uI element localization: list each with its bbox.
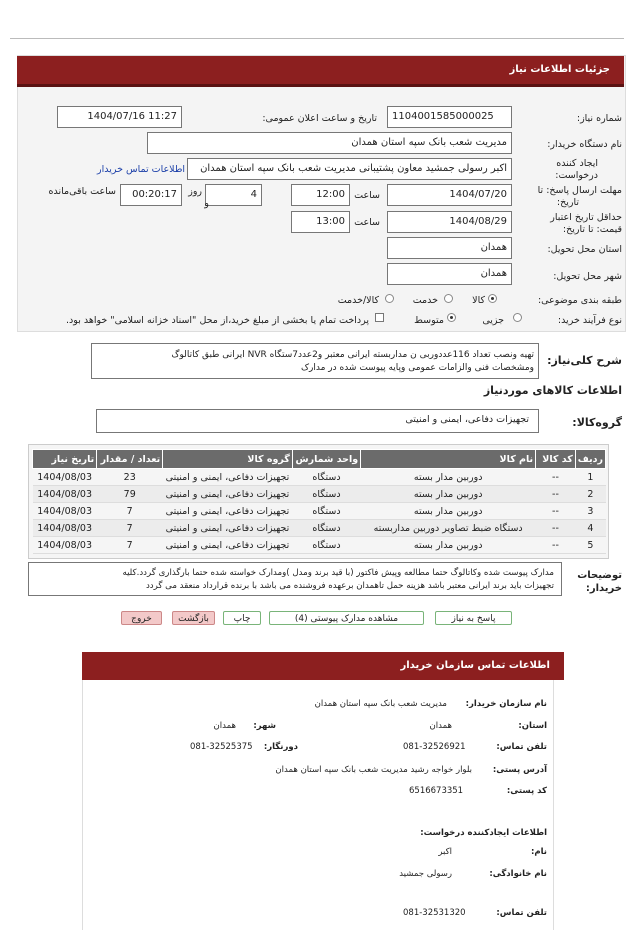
contact-postal-label: کد پستی: bbox=[506, 786, 547, 796]
cell-group: تجهیزات دفاعی، ایمنی و امنیتی bbox=[163, 520, 293, 537]
creator-family-label: نام خانوادگی: bbox=[489, 869, 547, 879]
cell-unit: دستگاه bbox=[292, 537, 360, 554]
contact-city-label: شهر: bbox=[253, 721, 276, 731]
buyer-contact-link[interactable]: اطلاعات تماس خریدار bbox=[97, 164, 186, 175]
notes-label-2: خریدار: bbox=[585, 583, 622, 594]
days-label: روز bbox=[188, 186, 202, 197]
category-label: طبقه بندی موضوعی: bbox=[537, 295, 622, 306]
cell-code: -- bbox=[536, 486, 576, 503]
validity-date-field: 1404/08/29 bbox=[387, 211, 512, 233]
contact-phone-value: 081-32526921 bbox=[403, 742, 466, 752]
contact-fax-value: 081-32525375 bbox=[190, 742, 253, 752]
province-field: همدان bbox=[387, 237, 512, 259]
contact-postal-value: 6516673351 bbox=[409, 786, 464, 796]
contact-province-label: استان: bbox=[518, 721, 547, 731]
buyer-org-label: نام دستگاه خریدار: bbox=[547, 139, 622, 150]
cell-row: 3 bbox=[575, 503, 605, 520]
cell-qty: 23 bbox=[97, 469, 163, 486]
cell-qty: 79 bbox=[97, 486, 163, 503]
cell-code: -- bbox=[536, 520, 576, 537]
table-row[interactable] bbox=[33, 503, 606, 520]
contact-province-value: همدان bbox=[429, 721, 452, 731]
cell-qty: 7 bbox=[97, 520, 163, 537]
goods-group-label: گروه‌کالا: bbox=[572, 416, 622, 429]
cell-row: 4 bbox=[575, 520, 605, 537]
cell-group: تجهیزات دفاعی، ایمنی و امنیتی bbox=[163, 537, 293, 554]
province-label: استان محل تحویل: bbox=[547, 244, 622, 255]
contact-city-value: همدان bbox=[213, 721, 236, 731]
contact-phone-label: تلفن تماس: bbox=[496, 742, 547, 752]
contact-address-value: بلوار خواجه رشید مدیریت شعب بانک سپه استان همدان bbox=[275, 765, 472, 775]
deadline-time-label: ساعت bbox=[354, 190, 380, 201]
cell-group: تجهیزات دفاعی، ایمنی و امنیتی bbox=[163, 469, 293, 486]
contact-panel bbox=[82, 652, 554, 930]
announce-field: 1404/07/16 11:27 bbox=[57, 106, 182, 128]
goods-section-title: اطلاعات کالاهای موردنیاز bbox=[483, 384, 622, 397]
cell-name: دستگاه ضبط تصاویر دوربین مداربسته bbox=[361, 520, 536, 537]
cell-row: 2 bbox=[575, 486, 605, 503]
items-table bbox=[32, 449, 606, 554]
buyer-org-field: مدیریت شعب بانک سپه استان همدان bbox=[147, 132, 512, 154]
need-number-field: 1104001585000025 bbox=[387, 106, 512, 128]
validity-time-label: ساعت bbox=[354, 217, 380, 228]
cell-name: دوربین مدار بسته bbox=[361, 469, 536, 486]
creator-phone-value: 081-32531320 bbox=[403, 908, 466, 918]
creator-section-label: اطلاعات ایجادکننده درخواست: bbox=[420, 828, 547, 838]
cell-date: 1404/08/03 bbox=[33, 520, 97, 537]
category-radio-service[interactable] bbox=[444, 294, 453, 303]
cell-unit: دستگاه bbox=[292, 469, 360, 486]
treasury-payment-checkbox[interactable] bbox=[375, 313, 384, 322]
table-row[interactable] bbox=[33, 486, 606, 503]
deadline-time-field: 12:00 bbox=[291, 184, 350, 206]
col-header-unit: واحد شمارش bbox=[292, 450, 360, 469]
col-header-date: تاریخ نیاز bbox=[33, 450, 97, 469]
city-label: شهر محل تحویل: bbox=[553, 271, 622, 282]
city-field: همدان bbox=[387, 263, 512, 285]
contact-org-value: مدیریت شعب بانک سپه استان همدان bbox=[314, 699, 447, 709]
cell-date: 1404/08/03 bbox=[33, 537, 97, 554]
back-button[interactable]: بازگشت bbox=[172, 611, 215, 625]
process-radio-medium[interactable] bbox=[447, 313, 456, 322]
remaining-time-field: 00:20:17 bbox=[120, 184, 182, 206]
creator-phone-label: تلفن تماس: bbox=[496, 908, 547, 918]
category-radio-goods[interactable] bbox=[488, 294, 497, 303]
validity-label-2: قیمت: تا تاریخ: bbox=[562, 224, 622, 235]
treasury-payment-note: پرداخت تمام یا بخشی از مبلغ خرید،از محل "اسناد خزانه اسلامی" خواهد بود. bbox=[66, 315, 369, 326]
notes-line-1: مدارک پیوست شده وکاتالوگ حتما مطالعه وپیش فاکتور (با قید برند ومدل )ومدارک خواسته شده حتما بارگذاری گردد.کلیه bbox=[122, 568, 554, 578]
attachments-button[interactable]: مشاهده مدارک پیوستی (4) bbox=[269, 611, 424, 625]
col-header-qty: تعداد / مقدار bbox=[97, 450, 163, 469]
category-option-goods: کالا bbox=[472, 295, 485, 306]
remaining-label: ساعت باقی‌مانده bbox=[48, 186, 116, 197]
category-option-both: کالا/خدمت bbox=[337, 295, 379, 306]
table-row[interactable] bbox=[33, 520, 606, 537]
deadline-label-2: تاریخ: bbox=[556, 197, 579, 208]
col-header-code: کد کالا bbox=[536, 450, 576, 469]
table-row[interactable] bbox=[33, 537, 606, 554]
validity-label: حداقل تاریخ اعتبار bbox=[550, 212, 622, 223]
cell-name: دوربین مدار بسته bbox=[361, 537, 536, 554]
cell-date: 1404/08/03 bbox=[33, 503, 97, 520]
contact-title: اطلاعات تماس سازمان خریدار bbox=[82, 652, 564, 680]
cell-unit: دستگاه bbox=[292, 503, 360, 520]
goods-group-value: تجهیزات دفاعی، ایمنی و امنیتی bbox=[405, 414, 529, 425]
cell-row: 5 bbox=[575, 537, 605, 554]
deadline-label: مهلت ارسال پاسخ: تا bbox=[537, 185, 622, 196]
page-title: جزئیات اطلاعات نیاز bbox=[17, 56, 624, 87]
announce-label: تاریخ و ساعت اعلان عمومی: bbox=[262, 113, 377, 124]
top-divider bbox=[10, 38, 624, 39]
cell-row: 1 bbox=[575, 469, 605, 486]
creator-name-label: نام: bbox=[530, 847, 547, 857]
summary-line-1: تهیه ونصب تعداد 116عددوربی ن مداربسته ایرانی معتبر و2عدد7ستگاه NVR ایرانی طبق کاتالوگ bbox=[171, 350, 534, 360]
exit-button[interactable]: خروج bbox=[121, 611, 162, 625]
cell-name: دوربین مدار بسته bbox=[361, 503, 536, 520]
cell-name: دوربین مدار بسته bbox=[361, 486, 536, 503]
notes-line-2: تجهیزات باید برند ایرانی معتبر باشد هزینه حمل تاهمدان برعهده فروشنده می باشد با برنده قرارداد منعقد می گردد bbox=[145, 581, 554, 591]
contact-org-label: نام سازمان خریدار: bbox=[465, 699, 547, 709]
contact-fax-label: دورنگار: bbox=[263, 742, 298, 752]
cell-code: -- bbox=[536, 503, 576, 520]
cell-qty: 7 bbox=[97, 503, 163, 520]
days-field: 4 bbox=[205, 184, 262, 206]
reply-button[interactable]: پاسخ به نیاز bbox=[435, 611, 512, 625]
summary-line-2: ومشخصات فنی والزامات عمومی وپایه پیوست شده در مدارک bbox=[300, 363, 534, 373]
summary-label: شرح کلی‌نیاز: bbox=[547, 354, 622, 367]
process-label: نوع فرآیند خرید: bbox=[557, 315, 622, 326]
creator-family-value: رسولی جمشید bbox=[399, 869, 452, 879]
category-radio-both[interactable] bbox=[385, 294, 394, 303]
col-header-name: نام کالا bbox=[361, 450, 536, 469]
col-header-row: ردیف bbox=[575, 450, 605, 469]
category-option-service: خدمت bbox=[412, 295, 438, 306]
notes-label: توضیحات bbox=[577, 570, 622, 581]
cell-unit: دستگاه bbox=[292, 520, 360, 537]
cell-group: تجهیزات دفاعی، ایمنی و امنیتی bbox=[163, 486, 293, 503]
creator-label: ایجاد کننده bbox=[556, 158, 598, 169]
creator-name-value: اکبر bbox=[438, 847, 452, 857]
col-header-group: گروه کالا bbox=[163, 450, 293, 469]
deadline-date-field: 1404/07/20 bbox=[387, 184, 512, 206]
cell-unit: دستگاه bbox=[292, 486, 360, 503]
summary-box bbox=[91, 343, 539, 379]
process-option-minor: جزیی bbox=[482, 315, 504, 326]
creator-field: اکبر رسولی جمشید معاون پشتیبانی مدیریت شعب بانک سپه استان همدان bbox=[187, 158, 512, 180]
print-button[interactable]: چاپ bbox=[223, 611, 261, 625]
cell-date: 1404/08/03 bbox=[33, 486, 97, 503]
contact-address-label: آدرس پستی: bbox=[492, 765, 547, 775]
table-row[interactable] bbox=[33, 469, 606, 486]
and-label: و bbox=[204, 198, 209, 209]
need-number-label: شماره نیاز: bbox=[576, 113, 622, 124]
process-option-medium: متوسط bbox=[414, 315, 444, 326]
validity-time-field: 13:00 bbox=[291, 211, 350, 233]
process-radio-minor[interactable] bbox=[513, 313, 522, 322]
cell-date: 1404/08/03 bbox=[33, 469, 97, 486]
creator-label-2: درخواست: bbox=[555, 170, 598, 181]
cell-code: -- bbox=[536, 537, 576, 554]
cell-qty: 7 bbox=[97, 537, 163, 554]
cell-code: -- bbox=[536, 469, 576, 486]
cell-group: تجهیزات دفاعی، ایمنی و امنیتی bbox=[163, 503, 293, 520]
